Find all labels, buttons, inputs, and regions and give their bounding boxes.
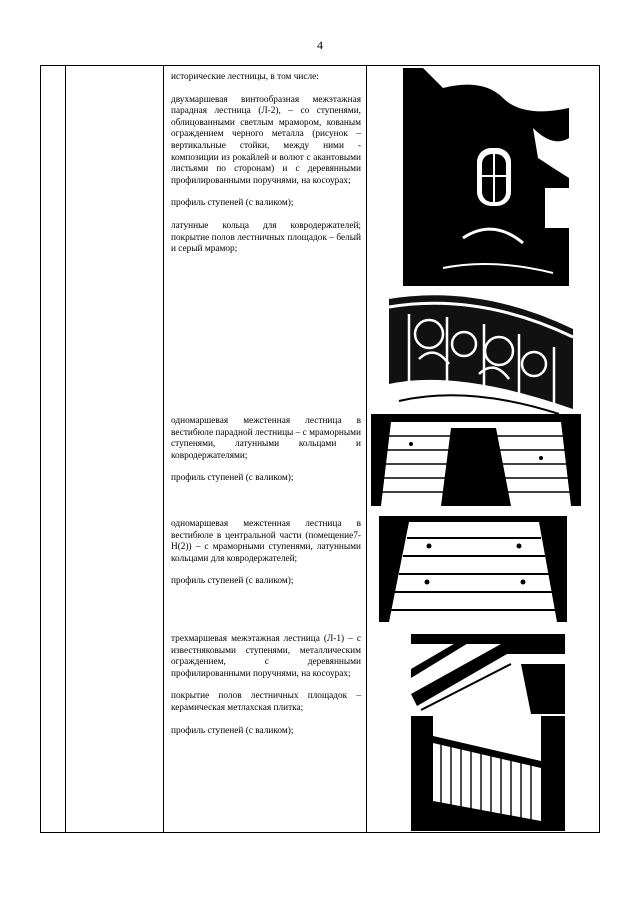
- column-divider: [65, 66, 66, 832]
- text-block-three-flight-staircase: [171, 634, 361, 748]
- photo-vestibule-steps: [371, 414, 581, 506]
- photo-staircase-upper: [411, 634, 565, 714]
- paragraph: профиль ступеней (с валиком);: [171, 473, 294, 484]
- photo-staircase-railing: [411, 716, 565, 831]
- document-table: [40, 65, 600, 833]
- paragraph: покрытие полов лестничных площадок – керамическая метлахская плитка;: [171, 691, 361, 713]
- paragraph: исторические лестницы, в том числе:: [171, 72, 319, 82]
- paragraph: профиль ступеней (с валиком);: [171, 725, 294, 736]
- paragraph: двухмаршевая винтообразная межэтажная парадная лестница (Л-2), – со ступенями, облицованными светлым мрамором, кованым ограждением черного металла (рисунок – вертикальные стойки, между ними - композиции из рокайлей и волют с акантовыми листьями по сторонам) и с деревянными профилированными поручнями, на косоурах;: [171, 94, 361, 186]
- photo-wrought-iron-railing: [389, 289, 573, 414]
- paragraph: одномаршевая межстенная лестница в вестибюле в центральной части (помещение7-Н(2)) – с мраморными ступенями, латунными кольцами для ковродержателей;: [171, 519, 361, 564]
- paragraph: одномаршевая межстенная лестница в вестибюле парадной лестницы – с мраморными ступенями, латунными кольцами и ковродержателями;: [171, 416, 361, 461]
- text-block-vestibule-staircase: [171, 416, 361, 496]
- paragraph: профиль ступеней (с валиком);: [171, 198, 294, 209]
- column-divider: [366, 66, 367, 832]
- paragraph: латунные кольца для ковродержателей; покрытие полов лестничных площадок – белый и серый мрамор;: [171, 220, 361, 255]
- paragraph: профиль ступеней (с валиком);: [171, 576, 294, 587]
- photo-central-steps: [379, 516, 567, 622]
- page-number: 4: [317, 38, 323, 52]
- photo-spiral-staircase: [403, 68, 569, 286]
- text-block-central-staircase: [171, 519, 361, 599]
- text-block-grand-staircase: [171, 72, 361, 267]
- column-divider: [163, 66, 164, 832]
- paragraph: трехмаршевая межэтажная лестница (Л-1) – с известняковыми ступенями, металлическим ограждением, с деревянными профилированными поручнями, на косоурах;: [171, 634, 361, 679]
